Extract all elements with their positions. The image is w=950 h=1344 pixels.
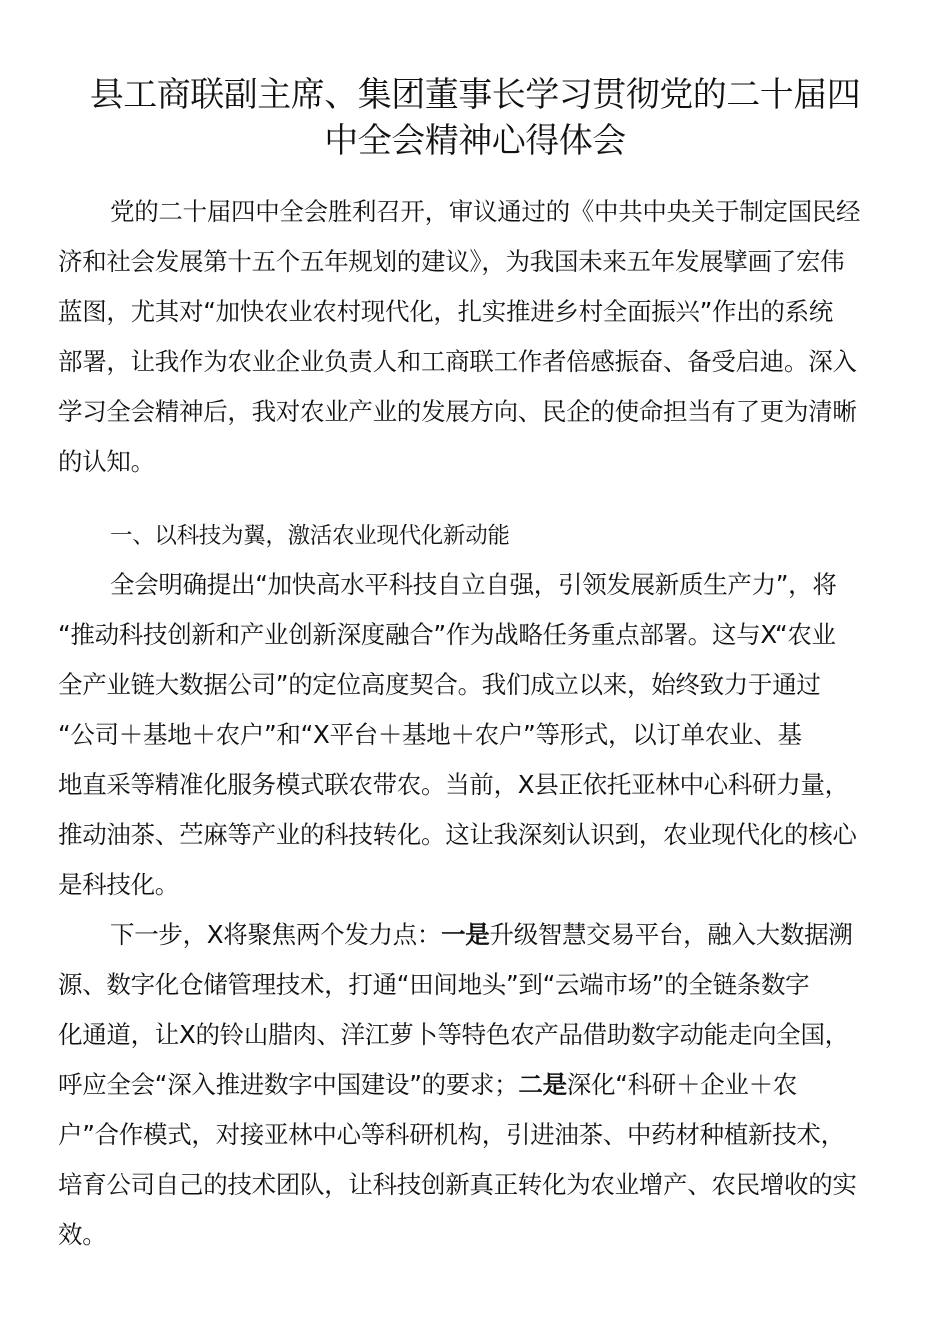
document-title xyxy=(40,72,910,164)
line-segment: 培育公司自己的技术团队，让科技创新真正转化为农业增产、农民增收的实 xyxy=(58,1170,857,1199)
bold-marker-second: 二是 xyxy=(518,1070,567,1099)
line-segment: 户”合作模式，对接亚林中心等科研机构，引进油茶、中药材种植新技术， xyxy=(58,1120,845,1149)
paragraph-3-line-2 xyxy=(58,970,809,1000)
paragraph-1-line-6: 的认知。 xyxy=(58,447,155,476)
paragraph-3-line-6 xyxy=(58,1170,857,1200)
paragraph-3-line-1 xyxy=(110,920,853,950)
paragraph-1-line-4: 部署，让我作为农业企业负责人和工商联工作者倍感振奋、备受启迪。深入 xyxy=(58,347,857,376)
paragraph-2-line-4: “公司＋基地＋农户”和“X平台＋基地＋农户”等形式，以订单农业、基 xyxy=(58,720,802,749)
title-line-2: 中全会精神心得体会 xyxy=(324,121,626,161)
paragraph-2-line-6: 推动油茶、苎麻等产业的科技转化。这让我深刻认识到，农业现代化的核心 xyxy=(58,820,857,849)
title-line-1: 县工商联副主席、集团董事长学习贯彻党的二十届四 xyxy=(89,75,861,115)
paragraph-1-line-3: 蓝图，尤其对“加快农业农村现代化，扎实推进乡村全面振兴”作出的系统 xyxy=(58,297,833,326)
paragraph-3-line-4 xyxy=(58,1070,797,1100)
bold-marker-first: 一是 xyxy=(441,920,490,949)
line-segment: 源、数字化仓储管理技术，打通“田间地头”到“云端市场”的全链条数字 xyxy=(58,970,810,999)
line-segment: 深化“科研＋企业＋农 xyxy=(566,1070,797,1099)
paragraph-3-line-7 xyxy=(58,1220,106,1250)
paragraph-2-line-3: 全产业链大数据公司”的定位高度契合。我们成立以来，始终致力于通过 xyxy=(58,670,821,699)
paragraph-1-line-1: 党的二十届四中全会胜利召开，审议通过的《中共中央关于制定国民经 xyxy=(110,197,861,226)
paragraph-3-line-5 xyxy=(58,1120,845,1150)
section-heading-1: 一、以科技为翼，激活农业现代化新动能 xyxy=(110,523,510,549)
line-segment: 下一步，X将聚焦两个发力点： xyxy=(110,920,442,949)
line-segment: 升级智慧交易平台，融入大数据溯 xyxy=(489,920,853,949)
line-segment: 效。 xyxy=(58,1220,107,1249)
paragraph-1-line-2: 济和社会发展第十五个五年规划的建议》，为我国未来五年发展擘画了宏伟 xyxy=(58,247,845,276)
paragraph-2-line-7: 是科技化。 xyxy=(58,870,179,899)
line-segment: 呼应全会“深入推进数字中国建设”的要求； xyxy=(58,1070,519,1099)
paragraph-3-line-3 xyxy=(58,1020,849,1050)
paragraph-2-line-1: 全会明确提出“加快高水平科技自立自强，引领发展新质生产力”，将 xyxy=(110,570,837,599)
line-segment: 化通道，让X的铃山腊肉、洋江萝卜等特色农产品借助数字动能走向全国， xyxy=(58,1020,849,1049)
paragraph-1-line-5: 学习全会精神后，我对农业产业的发展方向、民企的使命担当有了更为清晰 xyxy=(58,397,857,426)
paragraph-2-line-5: 地直采等精准化服务模式联农带农。当前，X县正依托亚林中心科研力量， xyxy=(58,770,849,799)
paragraph-2-line-2: “推动科技创新和产业创新深度融合”作为战略任务重点部署。这与X“农业 xyxy=(58,620,836,649)
